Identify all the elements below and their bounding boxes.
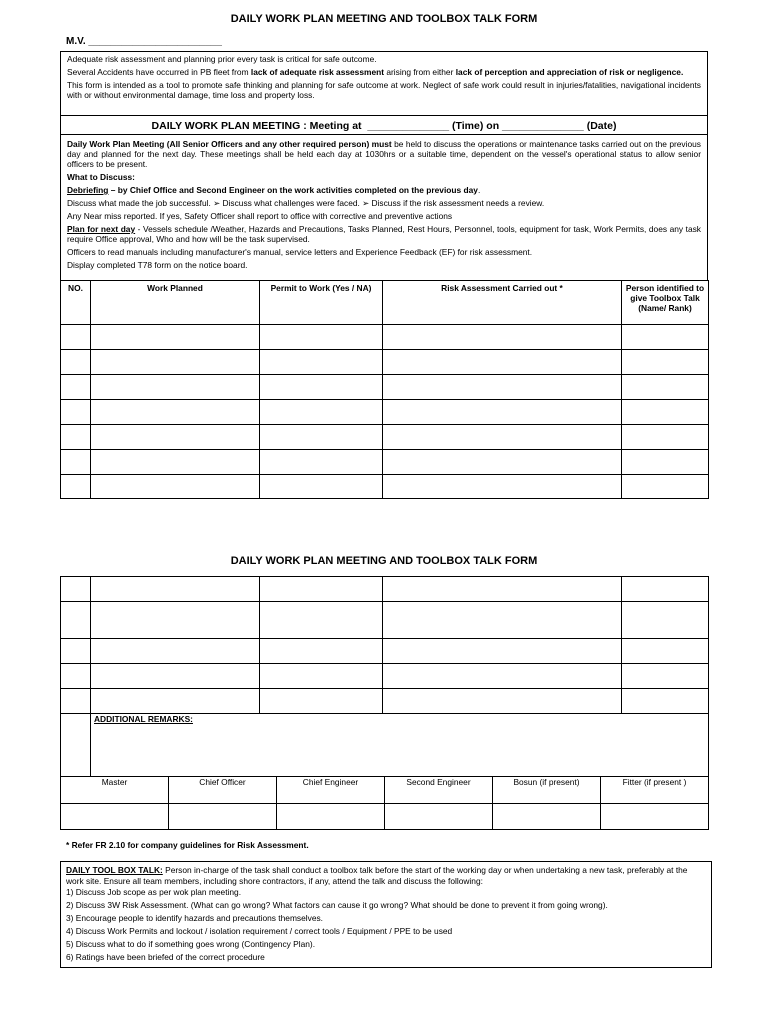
col-permit: Permit to Work (Yes / NA) — [260, 281, 383, 325]
intro-box — [60, 51, 708, 116]
table-row[interactable] — [61, 325, 709, 350]
intro-line-2: Several Accidents have occurred in PB fleet from lack of adequate risk assessment arising from either lack of perception and appreciation of risk or negligence. — [67, 67, 684, 77]
near-miss-line: Any Near miss reported. If yes, Safety Officer shall report to office with corrective and preventive actions — [67, 211, 453, 221]
sig-chief-engineer: Chief Engineer — [277, 777, 385, 804]
signature-labels-row — [61, 777, 709, 804]
signature-field[interactable] — [277, 804, 385, 830]
toolbox-item: 3) Encourage people to identify hazards and precautions themselves. — [66, 913, 323, 923]
col-person: Person identified to give Toolbox Talk (Name/ Rank) — [622, 281, 709, 325]
signatures-table — [60, 776, 709, 830]
remarks-row[interactable] — [61, 714, 709, 777]
intro-line-1: Adequate risk assessment and planning prior every task is critical for safe outcome. — [67, 54, 377, 64]
vessel-name-field[interactable]: M.V. ________________________ — [66, 36, 222, 47]
additional-remarks-label: ADDITIONAL REMARKS: — [94, 714, 193, 724]
sig-second-engineer: Second Engineer — [385, 777, 493, 804]
toolbox-item: 4) Discuss Work Permits and lockout / isolation requirement / correct tools / Equipment / PPE to be used — [66, 926, 453, 936]
signature-fields-row[interactable] — [61, 804, 709, 830]
work-plan-table-continued — [60, 576, 709, 777]
sig-bosun: Bosun (if present) — [493, 777, 601, 804]
table-row[interactable] — [61, 400, 709, 425]
table-row[interactable] — [61, 475, 709, 499]
col-work-planned: Work Planned — [91, 281, 260, 325]
table-row[interactable] — [61, 689, 709, 714]
toolbox-item: 5) Discuss what to do if something goes wrong (Contingency Plan). — [66, 939, 316, 949]
meeting-details — [60, 134, 708, 281]
plan-next-day: Plan for next day - Vessels schedule /Weather, Hazards and Precautions, Tasks Planned, Rest Hours, Personnel, tools, equipment for task, Work Permits, does any task require Office approval, Who and how will be the task supervised. — [67, 224, 701, 244]
toolbox-item: 6) Ratings have been briefed of the correct procedure — [66, 952, 265, 962]
signature-field[interactable] — [169, 804, 277, 830]
table-row[interactable] — [61, 375, 709, 400]
work-plan-table — [60, 280, 709, 499]
display-line: Display completed T78 form on the notice board. — [67, 260, 248, 270]
intro-line-3: This form is intended as a tool to promote safe thinking and planning for safe outcome at work. Neglect of safe work could result in injuries/fatalities, navigational incidents with or without environmental damage, time loss and property loss. — [67, 80, 701, 100]
form-title-page2: DAILY WORK PLAN MEETING AND TOOLBOX TALK FORM — [230, 555, 538, 567]
table-row[interactable] — [61, 350, 709, 375]
table-row[interactable] — [61, 425, 709, 450]
toolbox-item: 1) Discuss Job scope as per wok plan meeting. — [66, 887, 242, 897]
col-no: NO. — [61, 281, 91, 325]
table-row[interactable] — [61, 450, 709, 475]
table-row[interactable] — [61, 577, 709, 602]
form-title: DAILY WORK PLAN MEETING AND TOOLBOX TALK FORM — [230, 13, 538, 25]
col-risk-assessment: Risk Assessment Carried out * — [383, 281, 622, 325]
toolbox-item: 2) Discuss 3W Risk Assessment. (What can go wrong? What factors can cause it go wrong? What should be done to prevent it from going wrong). — [66, 900, 608, 910]
signature-field[interactable] — [385, 804, 493, 830]
signature-field[interactable] — [61, 804, 169, 830]
discuss-line: Discuss what made the job successful. ➢ Discuss what challenges were faced. ➢ Discuss if the risk assessment needs a review. — [67, 198, 545, 208]
sig-chief-officer: Chief Officer — [169, 777, 277, 804]
table-row[interactable] — [61, 639, 709, 664]
footnote: * Refer FR 2.10 for company guidelines for Risk Assessment. — [66, 840, 309, 850]
debriefing: Debriefing – by Chief Office and Second Engineer on the work activities completed on the previous day. — [67, 185, 481, 195]
toolbox-talk-box — [60, 861, 712, 968]
table-row[interactable] — [61, 602, 709, 639]
what-to-discuss: What to Discuss: — [67, 172, 135, 182]
meeting-header: DAILY WORK PLAN MEETING : Meeting at ______________ (Time) on ______________ (Date) — [60, 115, 708, 135]
toolbox-intro: DAILY TOOL BOX TALK: Person in-charge of the task shall conduct a toolbox talk before the start of the working day or when undertaking a new task, preferably at the work site. Ensure all team members, including shore contractors, if any, attend the talk and discuss the following: — [66, 865, 688, 886]
table-row[interactable] — [61, 664, 709, 689]
sig-master: Master — [61, 777, 169, 804]
signature-field[interactable] — [601, 804, 709, 830]
officers-line: Officers to read manuals including manufacturer's manual, service letters and Experience Feedback (EF) for risk assessment. — [67, 247, 533, 257]
meeting-description: Daily Work Plan Meeting (All Senior Officers and any other required person) must be held to discuss the operations or maintenance tasks carried out on the previous day and planned for the next day. These meetings shall be held each day at 1030hrs or a suitable time, dependent on the vessel's operational status to allow senior officers to be present. — [67, 139, 701, 169]
signature-field[interactable] — [493, 804, 601, 830]
sig-fitter: Fitter (if present ) — [601, 777, 709, 804]
table-header-row — [61, 281, 709, 325]
